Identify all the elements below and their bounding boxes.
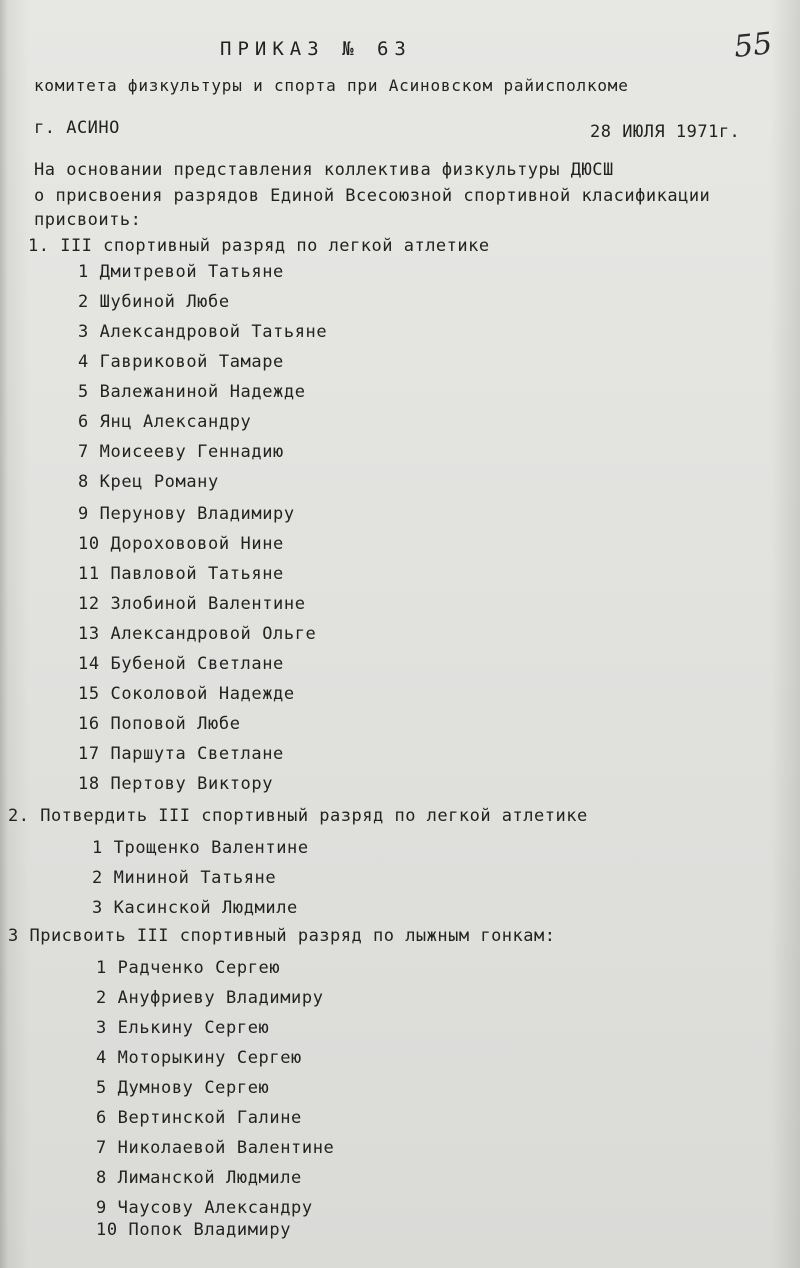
- date: 28 ИЮЛЯ 1971г.: [590, 122, 741, 142]
- section-1-item: 10 Дорохововой Нине: [78, 534, 284, 554]
- section-1-item: 11 Павловой Татьяне: [78, 564, 284, 584]
- city: г. АСИНО: [34, 118, 120, 138]
- section-1-item: 2 Шубиной Любе: [78, 292, 230, 312]
- section-1-item: 9 Перунову Владимиру: [78, 504, 295, 524]
- section-2-item: 2 Мининой Татьяне: [92, 868, 277, 888]
- section-1-item: 8 Крец Роману: [78, 472, 219, 492]
- section-1-item: 13 Александровой Ольге: [78, 624, 317, 644]
- section-1-item: 15 Соколовой Надежде: [78, 684, 295, 704]
- section-3-heading: 3 Присвоить III спортивный разряд по лыжным гонкам:: [8, 926, 556, 946]
- section-1-item: 1 Дмитревой Татьяне: [78, 262, 284, 282]
- section-3-item: 6 Вертинской Галине: [96, 1108, 302, 1128]
- section-1-item: 4 Гавриковой Тамаре: [78, 352, 284, 372]
- intro-line-2: о присвоения разрядов Единой Всесоюзной спортивной класификации: [34, 186, 711, 206]
- intro-line-1: На основании представления коллектива физкультуры ДЮСШ: [34, 160, 614, 180]
- section-1-item: 18 Пертову Виктору: [78, 774, 274, 794]
- section-3-item: 2 Ануфриеву Владимиру: [96, 988, 324, 1008]
- page-shadow: [0, 0, 8, 1268]
- section-3-item: 10 Попок Владимиру: [96, 1220, 292, 1240]
- section-1-item: 6 Янц Александру: [78, 412, 252, 432]
- section-1-item: 3 Александровой Татьяне: [78, 322, 328, 342]
- section-1-item: 5 Валежаниной Надежде: [78, 382, 306, 402]
- section-1-item: 17 Паршута Светлане: [78, 744, 284, 764]
- section-3-item: 4 Моторыкину Сергею: [96, 1048, 302, 1068]
- section-3-item: 5 Думнову Сергею: [96, 1078, 270, 1098]
- section-3-item: 8 Лиманской Людмиле: [96, 1168, 302, 1188]
- section-3-item: 3 Елькину Сергею: [96, 1018, 270, 1038]
- section-1-item: 16 Поповой Любе: [78, 714, 241, 734]
- section-1-item: 12 Злобиной Валентине: [78, 594, 306, 614]
- section-2-item: 3 Касинской Людмиле: [92, 898, 298, 918]
- document-subtitle: комитета физкультуры и спорта при Асиновском райисполкоме: [34, 76, 629, 95]
- page-number: 55: [732, 26, 774, 65]
- section-2-item: 1 Трощенко Валентине: [92, 838, 309, 858]
- intro-line-3: присвоить:: [34, 210, 142, 230]
- section-1-item: 7 Моисееву Геннадию: [78, 442, 284, 462]
- section-2-heading: 2. Потвердить III спортивный разряд по легкой атлетике: [8, 806, 588, 826]
- section-1-heading: 1. III спортивный разряд по легкой атлетике: [28, 236, 490, 256]
- section-1-item: 14 Бубеной Светлане: [78, 654, 284, 674]
- section-3-item: 1 Радченко Сергею: [96, 958, 281, 978]
- section-3-item: 7 Николаевой Валентине: [96, 1138, 335, 1158]
- section-3-item: 9 Чаусову Александру: [96, 1198, 313, 1218]
- document-title: ПРИКАЗ № 63: [220, 38, 412, 60]
